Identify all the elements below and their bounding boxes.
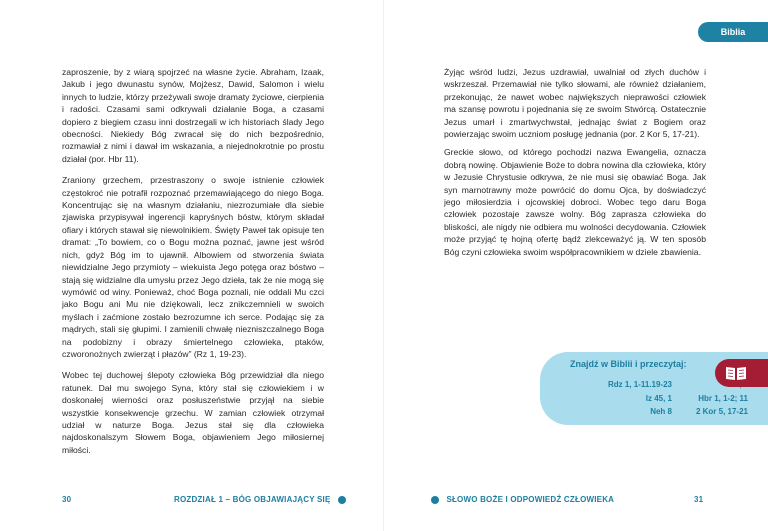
book-badge <box>715 359 768 387</box>
left-text-column <box>62 66 324 465</box>
chapter-title: ROZDZIAŁ 1 – BÓG OBJAWIAJĄCY SIĘ <box>174 495 331 504</box>
callout-refs-left <box>608 378 672 419</box>
paragraph: Greckie słowo, od którego pochodzi nazwa Ewangelia, oznacza dobrą nowinę. Objawienie Boże to dobra nowina dla człowieka, który w Jezusie Chrystusie odkrywa, że nie musi się obawiać Boga. Jak syn marnotrawny może powrócić do domu Ojca, by doświadczyć jego miłosierdzia i ojcowskiej dobroci. Wobec tego daru Boga człowiek pozostaje zawsze wolny. Bóg zaprasza człowieka do bliskości, ale nigdy nie odbiera mu wolności decydowania. Człowiek może przyjąć tę hojną ofertę bądź zlekceważyć ją. W ten sposób Bóg czyni człowieka swoim współpracownikiem w dziele zbawienia. <box>444 147 706 257</box>
bible-reference: Iz 45, 1 <box>645 393 672 403</box>
bible-reference: 2 Kor 5, 17-21 <box>695 407 748 416</box>
left-running-footer <box>174 495 346 504</box>
paragraph: Wobec tej duchowej ślepoty człowieka Bóg przewidział dla niego ratunek. Dał mu swojego Syna, który stał się człowiekiem i w doskonałej wierności oraz posłuszeństwie przyjął na siebie wszystkie konsekwencje grzechu. W zamian człowiek otrzymał udział w naturze Boga. Jezus stał się dla człowieka najdoskonalszym Słowem Boga, objawieniem Jego miłosiernej miłości. <box>62 370 324 455</box>
page-number: 31 <box>694 495 704 504</box>
right-text-column <box>444 66 706 267</box>
bible-reference: Rdz 1, 1-11.19-23 <box>607 380 672 389</box>
chapter-title: SŁOWO BOŻE I ODPOWIEDŹ CZŁOWIEKA <box>446 495 615 504</box>
page-number: 30 <box>62 495 72 504</box>
bible-reference: Neh 8 <box>650 407 672 416</box>
paragraph: Zraniony grzechem, przestraszony o swoje istnienie człowiek częstokroć nie potrafił rozpoznać przemawiającego do niego Boga. Koncentrując się na własnym działaniu, niezrozumiałe dla siebie zjawiska przypisywał ingerencji kapryśnych bóstw, którym składał ofiary i których stawał się niewolnikiem. Święty Paweł tak opisuje ten dramat: „To bowiem, co o Bogu można poznać, jawne jest wśród nich, gdyż Bóg im to ujawnił. Albowiem od stworzenia świata niewidzialne Jego przymioty – wiekuista Jego potęga oraz bóstwo – stają się widzialne dla umysłu przez Jego dzieła, tak że nie mogą się wymówić od winy. Ponieważ, choć Boga poznali, nie oddali Mu czci jako Bogu ani Mu nie dziękowali, lecz znikczemnieli w swoich myślach i zaćmione zostało bezrozumne ich serce. Podając się za mądrych, stali się głupimi. I zamienili chwałę niezniszczalnego Boga na podobizny i obrazy śmiertelnego człowieka, ptaków, czworonożnych zwierząt i płazów” (Rz 1, 19-23). <box>62 175 324 359</box>
bible-reference: Hbr 1, 1-2; 11 <box>698 393 748 403</box>
open-book-icon <box>725 365 747 381</box>
right-page <box>384 0 768 531</box>
paragraph: zaproszenie, by z wiarą spojrzeć na własne życie. Abraham, Izaak, Jakub i jego dwunastu synów, Mojżesz, Dawid, Salomon i wielu innych to ludzie, którzy przeżywali swoje dramaty życiowe, cierpienia i radości. Czasami sami odkrywali działanie Boga, a czasami dopiero z biegiem czasu inni dostrzegali w ich historiach ślady Jego obecności. Niekiedy Bóg zwracał się do nich bezpośrednio, rozmawiał z nimi i dawał im wskazania, a niejednokrotnie po prostu działał (por. Hbr 11). <box>62 67 324 164</box>
paragraph: Żyjąc wśród ludzi, Jezus uzdrawiał, uwalniał od złych duchów i wskrzeszał. Przemawiał nie tylko słowami, ale również działaniem, przekonując, że nawet wobec największych nieprawości człowiek ma szansę powrotu i pojednania się ze swoim Stwórcą. Ostatecznie Jezus umarł i zmartwychwstał, jednając świat z Bogiem oraz powierzając swoim uczniom posługę jednania (por. 2 Kor 5, 17-21). <box>444 67 706 140</box>
section-tab: Biblia <box>698 22 768 42</box>
bullet-dot-icon <box>338 496 346 504</box>
bullet-dot-icon <box>431 496 439 504</box>
right-page-number <box>694 495 703 504</box>
right-running-footer <box>431 495 614 504</box>
callout-title: Znajdź w Biblii i przeczytaj: <box>570 359 687 369</box>
left-page-number <box>62 495 71 504</box>
